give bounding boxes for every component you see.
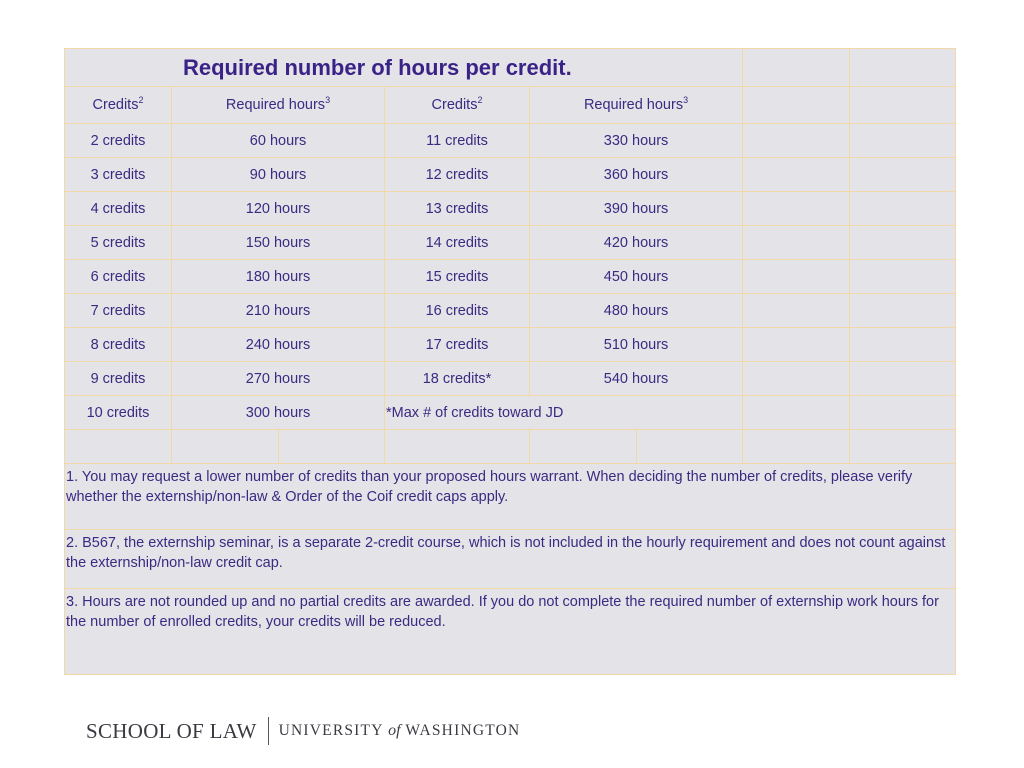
footer-logo xyxy=(86,716,520,746)
empty-cell xyxy=(743,430,850,464)
table-row xyxy=(65,124,956,158)
empty-cell xyxy=(850,294,956,328)
empty-cell xyxy=(637,430,743,464)
table-row xyxy=(65,430,956,464)
table-row xyxy=(65,226,956,260)
table-row xyxy=(65,158,956,192)
credits-cell: 15 credits xyxy=(385,260,530,294)
empty-cell xyxy=(743,226,850,260)
credits-cell: 11 credits xyxy=(385,124,530,158)
footnote-2: 2. B567, the externship seminar, is a separate 2-credit course, which is not included in the hourly requirement and does not count against the externship/non-law credit cap. xyxy=(65,530,956,589)
empty-cell xyxy=(850,260,956,294)
hours-cell: 60 hours xyxy=(172,124,385,158)
credits-cell: 7 credits xyxy=(65,294,172,328)
hours-cell: 270 hours xyxy=(172,362,385,396)
header-hours-right: Required hours$^3$ xyxy=(530,87,743,124)
table-row xyxy=(65,328,956,362)
empty-cell xyxy=(850,362,956,396)
empty-cell xyxy=(850,430,956,464)
credits-cell: 5 credits xyxy=(65,226,172,260)
empty-cell xyxy=(743,396,850,430)
table-title: Required number of hours per credit. xyxy=(65,49,743,87)
table-row xyxy=(65,362,956,396)
footnote-3: 3. Hours are not rounded up and no partial credits are awarded. If you do not complete the required number of externship work hours for the number of enrolled credits, your credits will be reduced. xyxy=(65,589,956,675)
hours-cell: 480 hours xyxy=(530,294,743,328)
credits-cell: 17 credits xyxy=(385,328,530,362)
empty-cell xyxy=(850,87,956,124)
empty-cell xyxy=(743,158,850,192)
hours-cell: 390 hours xyxy=(530,192,743,226)
credits-cell: 2 credits xyxy=(65,124,172,158)
credits-cell: 3 credits xyxy=(65,158,172,192)
footnote-1: 1. You may request a lower number of credits than your proposed hours warrant. When deciding the number of credits, please verify whether the externship/non-law & Order of the Coif credit caps apply. xyxy=(65,464,956,530)
table-row xyxy=(65,192,956,226)
empty-cell xyxy=(743,260,850,294)
empty-cell xyxy=(850,49,956,87)
empty-cell xyxy=(743,328,850,362)
empty-cell xyxy=(530,430,637,464)
header-hours-left: Required hours$^3$ xyxy=(172,87,385,124)
credits-cell: 9 credits xyxy=(65,362,172,396)
hours-cell: 90 hours xyxy=(172,158,385,192)
empty-cell xyxy=(743,294,850,328)
hours-cell: 540 hours xyxy=(530,362,743,396)
footnote-row xyxy=(65,530,956,589)
university-name: UNIVERSITY of WASHINGTON xyxy=(278,722,521,739)
credits-cell: 10 credits xyxy=(65,396,172,430)
hours-cell: 120 hours xyxy=(172,192,385,226)
header-credits-right: Credits$^2$ xyxy=(385,87,530,124)
credits-cell: 18 credits* xyxy=(385,362,530,396)
max-credits-note: *Max # of credits toward JD xyxy=(385,396,743,430)
empty-cell xyxy=(743,124,850,158)
credits-cell: 12 credits xyxy=(385,158,530,192)
credits-cell: 8 credits xyxy=(65,328,172,362)
hours-cell: 420 hours xyxy=(530,226,743,260)
credits-cell: 14 credits xyxy=(385,226,530,260)
credits-cell: 16 credits xyxy=(385,294,530,328)
hours-cell: 180 hours xyxy=(172,260,385,294)
hours-cell: 300 hours xyxy=(172,396,385,430)
footnote-row xyxy=(65,589,956,675)
empty-cell xyxy=(743,192,850,226)
header-credits-left: Credits$^2$ xyxy=(65,87,172,124)
empty-cell xyxy=(279,430,385,464)
empty-cell xyxy=(850,396,956,430)
empty-cell xyxy=(743,49,850,87)
logo-divider xyxy=(268,717,269,745)
school-name: SCHOOL OF LAW xyxy=(86,718,257,743)
hours-cell: 450 hours xyxy=(530,260,743,294)
empty-cell xyxy=(65,430,172,464)
hours-cell: 510 hours xyxy=(530,328,743,362)
credits-cell: 6 credits xyxy=(65,260,172,294)
empty-cell xyxy=(850,124,956,158)
table-row xyxy=(65,396,956,430)
empty-cell xyxy=(850,328,956,362)
hours-cell: 330 hours xyxy=(530,124,743,158)
empty-cell xyxy=(385,430,530,464)
table-row xyxy=(65,260,956,294)
hours-cell: 210 hours xyxy=(172,294,385,328)
table-row xyxy=(65,294,956,328)
footnote-row xyxy=(65,464,956,530)
hours-cell: 240 hours xyxy=(172,328,385,362)
empty-cell xyxy=(850,226,956,260)
empty-cell xyxy=(850,158,956,192)
empty-cell xyxy=(743,87,850,124)
empty-cell xyxy=(172,430,279,464)
empty-cell xyxy=(743,362,850,396)
credits-cell: 4 credits xyxy=(65,192,172,226)
credit-hours-table xyxy=(64,48,956,675)
hours-cell: 360 hours xyxy=(530,158,743,192)
hours-cell: 150 hours xyxy=(172,226,385,260)
credits-cell: 13 credits xyxy=(385,192,530,226)
empty-cell xyxy=(850,192,956,226)
